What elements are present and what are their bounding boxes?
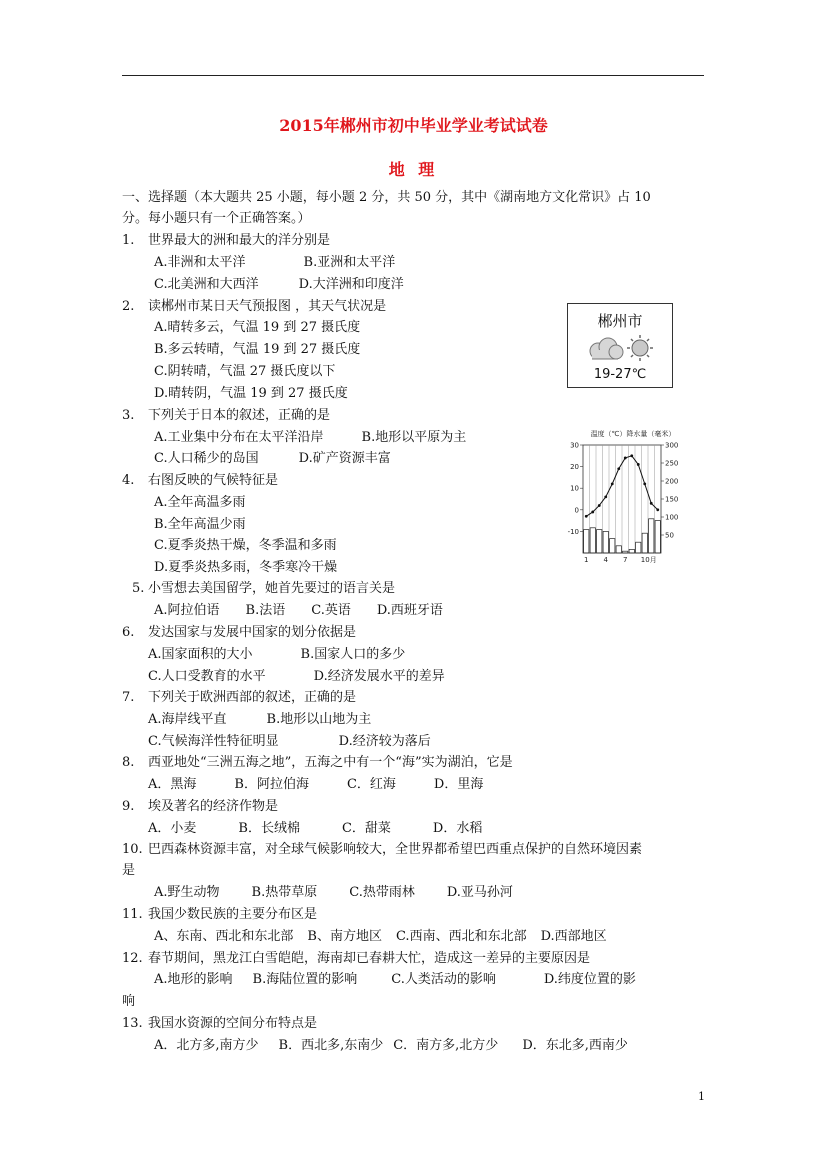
options-row: A.工业集中分布在太平洋沿岸 B.地形以平原为主 [154, 430, 467, 445]
precip-tick-label: 200 [665, 477, 679, 486]
option-continued: 响 [122, 994, 136, 1009]
precip-bar [616, 546, 621, 553]
subject-title: 地 理 [388, 160, 439, 179]
temp-point [630, 454, 633, 457]
options-row: A．黑海 B．阿拉伯海 C．红海 D．里海 [148, 777, 484, 792]
question-stem: 11. 我国少数民族的主要分布区是 [122, 907, 318, 922]
weather-forecast-box [567, 303, 673, 388]
options-row: A.地形的影响 B.海陆位置的影响 C.人类活动的影响 D.纬度位置的影 [154, 972, 636, 987]
question-stem: 13. 我国水资源的空间分布特点是 [122, 1016, 318, 1031]
temp-point [643, 482, 646, 485]
options-row: A．北方多,南方少 B．西北多,东南少 C．南方多,北方少 D．东北多,西南少 [154, 1038, 628, 1053]
sun-icon [627, 335, 653, 361]
precip-tick-label: 100 [665, 513, 679, 522]
precip-bar [603, 531, 608, 553]
month-tick-label: 10月 [640, 556, 657, 564]
section-intro-line2: 分。每小题只有一个正确答案。） [122, 211, 311, 226]
option: D.夏季炎热多雨，冬季寒冷干燥 [154, 560, 338, 575]
temp-point [611, 482, 614, 485]
options-row: C.气候海洋性特征明显 D.经济较为落后 [148, 734, 431, 749]
cloudy-to-sunny-icon [586, 334, 658, 364]
question-stem: 4. 右图反映的气候特征是 [122, 473, 279, 488]
section-intro-line1: 一、选择题（本大题共 25 小题，每小题 2 分，共 50 分，其中《湖南地方文化常识》占 10 [122, 190, 651, 205]
option: A.晴转多云，气温 19 到 27 摄氏度 [154, 320, 361, 335]
question-stem: 9. 埃及著名的经济作物是 [122, 799, 279, 814]
exam-title: 2015年郴州市初中毕业学业考试试卷 [279, 116, 548, 135]
question-stem: 6. 发达国家与发展中国家的划分依据是 [122, 625, 357, 640]
top-rule [122, 75, 704, 76]
precip-bar [636, 542, 641, 553]
options-row: A.阿拉伯语 B.法语 C.英语 D.西班牙语 [154, 603, 443, 618]
precip-bar [597, 530, 602, 553]
precip-bar [649, 519, 654, 553]
temp-point [591, 511, 594, 514]
options-row: A.非洲和太平洋 B.亚洲和太平洋 [154, 255, 396, 270]
option: D.晴转阴，气温 19 到 27 摄氏度 [154, 386, 348, 401]
options-row: C.人口受教育的水平 D.经济发展水平的差异 [148, 669, 445, 684]
precip-tick-label: 250 [665, 459, 679, 468]
options-row: A．小麦 B．长绒棉 C．甜菜 D．水稻 [148, 821, 483, 836]
temp-tick-label: 10 [570, 484, 579, 493]
temp-point [617, 467, 620, 470]
month-tick-label: 4 [603, 556, 608, 564]
climate-chart [558, 428, 708, 568]
precip-bar [629, 549, 634, 553]
temp-point [585, 515, 588, 518]
question-stem: 3. 下列关于日本的叙述，正确的是 [122, 408, 331, 423]
option: B.全年高温少雨 [154, 517, 246, 532]
option: B.多云转晴，气温 19 到 27 摄氏度 [154, 342, 361, 357]
temp-tick-label: 20 [570, 463, 579, 472]
options-row: A、东南、西北和东北部 B、南方地区 C.西南、西北和东北部 D.西部地区 [154, 929, 607, 944]
precip-bar [584, 530, 589, 553]
weather-city: 郴州市 [597, 312, 643, 330]
question-stem: 10. 巴西森林资源丰富，对全球气候影响较大，全世界都希望巴西重点保护的自然环境因素 [122, 842, 643, 857]
page-number: 1 [698, 1090, 705, 1103]
temp-point [656, 508, 659, 511]
cloud-icon [590, 338, 623, 359]
temp-point [637, 463, 640, 466]
temp-tick-label: 30 [570, 441, 579, 450]
temp-tick-label: 0 [574, 506, 579, 515]
month-tick-label: 1 [584, 556, 589, 564]
question-stem: 8. 西亚地处“三洲五海之地”，五海之中有一个“海”实为湖泊，它是 [122, 755, 513, 770]
question-stem-continued: 是 [122, 863, 136, 878]
precip-bar [655, 521, 660, 553]
precip-bar [610, 539, 615, 553]
temp-tick-label: -10 [567, 527, 579, 536]
question-stem: 2. 读郴州市某日天气预报图 ，其天气状况是 [122, 299, 387, 314]
options-row: A.海岸线平直 B.地形以山地为主 [148, 712, 372, 727]
option: C.阴转晴，气温 27 摄氏度以下 [154, 364, 336, 379]
option: C.夏季炎热干燥，冬季温和多雨 [154, 538, 337, 553]
question-stem: 5. 小雪想去美国留学，她首先要过的语言关是 [132, 581, 396, 596]
precip-bar [623, 551, 628, 553]
option: A.全年高温多雨 [154, 495, 246, 510]
chart-title: 温度（℃）降水量（毫米） [590, 430, 676, 438]
temp-point [598, 504, 601, 507]
precip-bar [590, 528, 595, 553]
precip-tick-label: 50 [665, 531, 674, 540]
question-stem: 12. 春节期间，黑龙江白雪皑皑，海南却已春耕大忙，造成这一差异的主要原因是 [122, 951, 591, 966]
question-stem: 1. 世界最大的洲和最大的洋分别是 [122, 233, 331, 248]
precip-tick-label: 300 [665, 441, 679, 450]
month-tick-label: 7 [623, 556, 628, 564]
question-stem: 7. 下列关于欧洲西部的叙述，正确的是 [122, 690, 357, 705]
options-row: C.北美洲和大西洋 D.大洋洲和印度洋 [154, 277, 404, 292]
temp-point [650, 502, 653, 505]
weather-temperature: 19-27℃ [593, 367, 647, 382]
precip-tick-label: 150 [665, 495, 679, 504]
temp-point [604, 495, 607, 498]
options-row: A.国家面积的大小 B.国家人口的多少 [148, 647, 406, 662]
options-row: C.人口稀少的岛国 D.矿产资源丰富 [154, 451, 391, 466]
options-row: A.野生动物 B.热带草原 C.热带雨林 D.亚马孙河 [154, 885, 513, 900]
precip-bar [642, 533, 647, 553]
temp-point [624, 457, 627, 460]
